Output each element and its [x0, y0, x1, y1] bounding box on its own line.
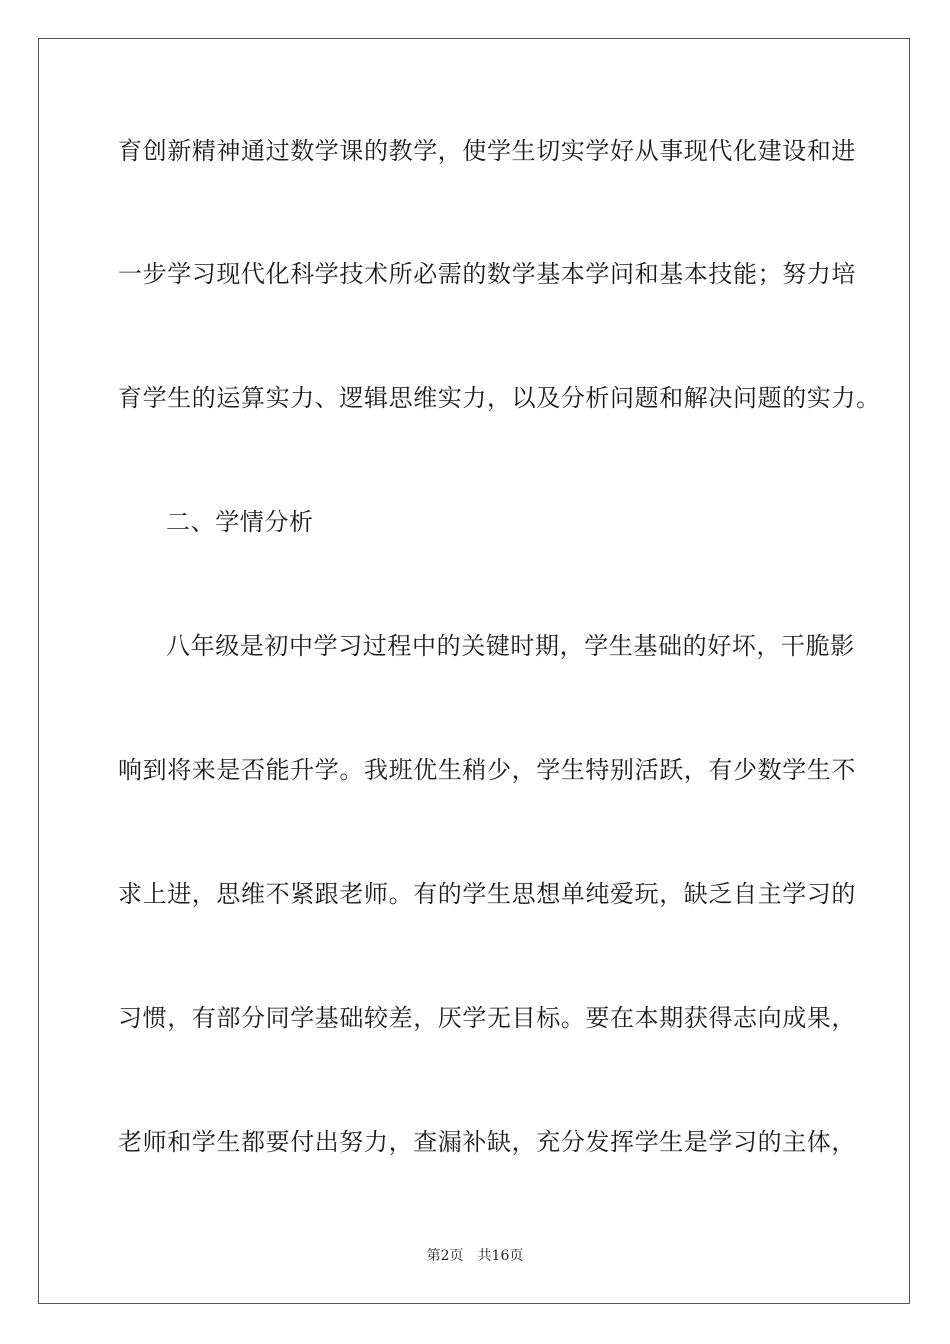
- text-line: 育学生的运算实力、逻辑思维实力，以及分析问题和解决问题的实力。: [118, 384, 881, 412]
- section-heading: 二、学情分析: [166, 508, 314, 536]
- page-total: 共16页: [477, 1248, 524, 1264]
- text-line: 习惯，有部分同学基础较差，厌学无目标。要在本期获得志向成果，: [118, 1004, 856, 1032]
- text-line: 求上进，思维不紧跟老师。有的学生思想单纯爱玩，缺乏自主学习的: [118, 880, 856, 908]
- page-number: 第2页: [426, 1248, 464, 1264]
- text-line: 一步学习现代化科学技术所必需的数学基本学问和基本技能；努力培: [118, 260, 856, 288]
- page-border: [38, 38, 910, 1304]
- text-line: 育创新精神通过数学课的教学，使学生切实学好从事现代化建设和进: [118, 137, 856, 165]
- text-line: 老师和学生都要付出努力，查漏补缺，充分发挥学生是学习的主体，: [118, 1128, 856, 1156]
- text-line: 响到将来是否能升学。我班优生稍少，学生特别活跃，有少数学生不: [118, 756, 856, 784]
- page-footer: [0, 1247, 950, 1265]
- text-line: 八年级是初中学习过程中的关键时期，学生基础的好坏，干脆影: [166, 632, 855, 660]
